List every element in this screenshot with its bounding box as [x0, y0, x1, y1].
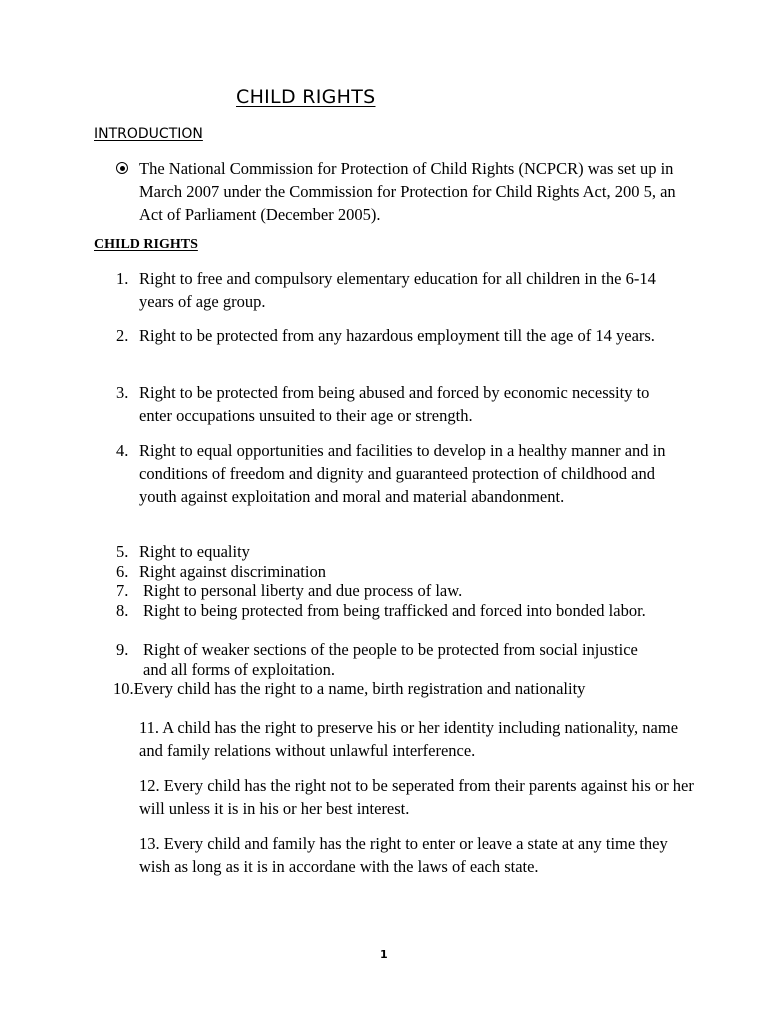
list-text: Right against discrimination — [139, 562, 326, 581]
child-rights-heading: CHILD RIGHTS — [94, 237, 198, 252]
list-number: 1. — [116, 269, 129, 288]
list-text: Right to free and compulsory elementary education for all children in the 6-14 years of age group. — [139, 269, 656, 311]
list-number: 3. — [116, 383, 129, 402]
page-title: CHILD RIGHTS — [236, 86, 376, 108]
numbered-paragraph: 12. Every child has the right not to be seperated from their parents against his or her will unless it is in his or her best interest. — [139, 776, 694, 818]
list-number: 9. — [116, 640, 129, 659]
list-text: Right to being protected from being trafficked and forced into bonded labor. — [143, 601, 646, 620]
list-number: 7. — [116, 581, 129, 600]
list-number: 5. — [116, 542, 129, 561]
list-number: 4. — [116, 441, 129, 460]
list-number: 2. — [116, 326, 129, 345]
list-number: 6. — [116, 562, 129, 581]
list-text: Right of weaker sections of the people to be protected from social injustice and all forms of exploitation. — [143, 640, 638, 679]
list-text: Right to be protected from being abused and forced by economic necessity to enter occupations unsuited to their age or strength. — [139, 383, 650, 425]
introduction-text: The National Commission for Protection of Child Rights (NCPCR) was set up in March 2007 under the Commission for Protection for Child Rights Act, 200 5, an Act of Parliament (December 2005). — [139, 159, 676, 224]
list-text: Right to equal opportunities and facilities to develop in a healthy manner and in conditions of freedom and dignity and guaranteed protection of childhood and youth against exploitation and moral and material abandonment. — [139, 441, 666, 506]
numbered-paragraph: 13. Every child and family has the right to enter or leave a state at any time they wish as long as it is in accordane with the laws of each state. — [139, 834, 668, 876]
list-text: Right to be protected from any hazardous employment till the age of 14 years. — [139, 326, 655, 345]
list-text: Right to equality — [139, 542, 250, 561]
radio-bullet-icon — [116, 162, 128, 174]
list-text: Right to personal liberty and due process of law. — [143, 581, 463, 600]
introduction-heading: INTRODUCTION — [94, 126, 203, 142]
list-number: 10. — [113, 679, 134, 698]
numbered-paragraph: 11. A child has the right to preserve his or her identity including nationality, name and family relations without unlawful interference. — [139, 718, 679, 760]
page-number: 1 — [380, 948, 388, 961]
list-text: Every child has the right to a name, birth registration and nationality — [133, 679, 586, 698]
list-item — [113, 679, 713, 699]
list-number: 8. — [116, 601, 129, 620]
